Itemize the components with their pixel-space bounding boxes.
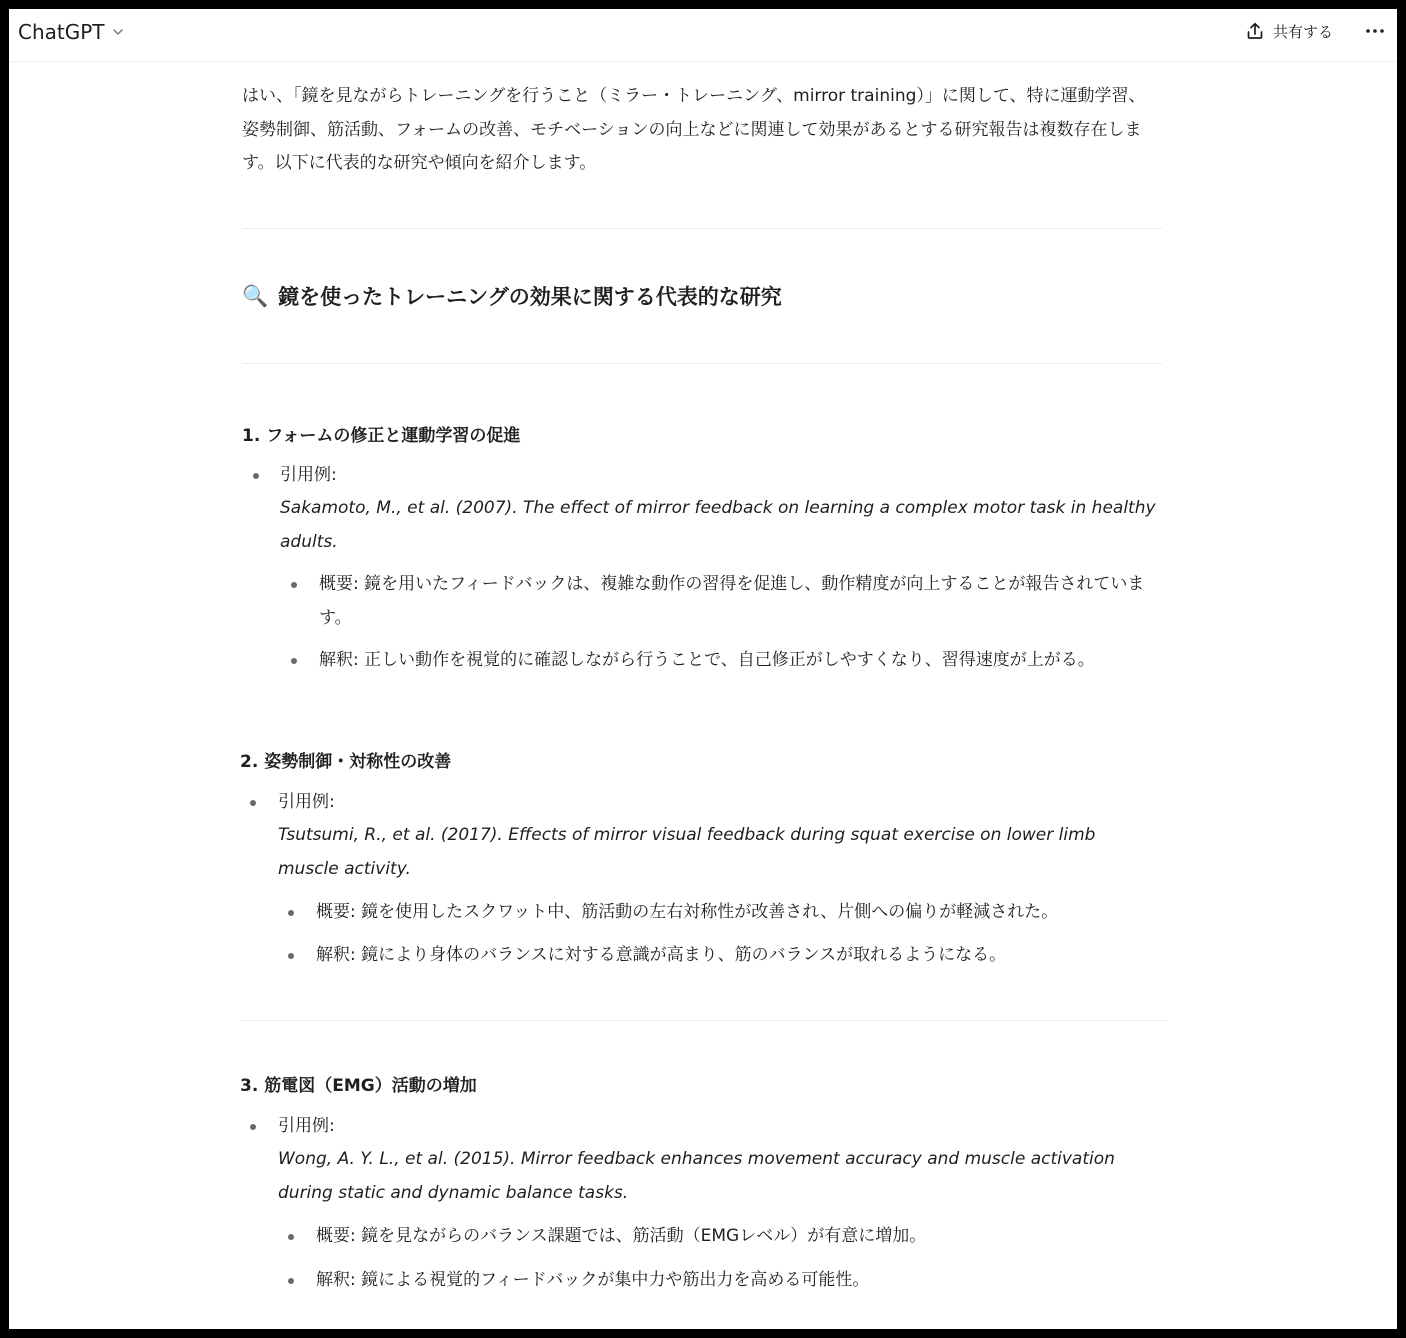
model-selector[interactable]: [18, 17, 125, 47]
bullet-dot: [291, 658, 297, 664]
divider: [242, 363, 1162, 364]
divider: [240, 1020, 1168, 1021]
intro-paragraph: はい、「鏡を見ながらトレーニングを行うこと（ミラー・トレーニング、mirror training）」に関して、特に運動学習、姿勢制御、筋活動、フォームの改善、モチベーションの向上などに関連して効果があるとする研究報告は複数存在します。以下に代表的な研究や傾向を紹介します。: [242, 86, 1146, 173]
bullet-dot: [288, 953, 294, 959]
study-heading: 3. 筋電図（EMG）活動の増加: [240, 1076, 477, 1096]
top-bar: [9, 9, 1397, 62]
citation-label: 引用例:: [278, 1116, 335, 1136]
assistant-message: [9, 62, 1397, 1329]
share-button[interactable]: [1245, 19, 1333, 43]
summary-text: 概要: 鏡を使用したスクワット中、筋活動の左右対称性が改善され、片側への偏りが軽減された。: [316, 902, 1059, 922]
study-heading: 2. 姿勢制御・対称性の改善: [240, 752, 452, 772]
bullet-dot: [288, 910, 294, 916]
share-label: 共有する: [1273, 22, 1334, 41]
summary-text: 概要: 鏡を用いたフィードバックは、複雑な動作の習得を促進し、動作精度が向上することが報告されています。: [319, 574, 1145, 628]
share-upload-icon: [1245, 21, 1265, 41]
section-heading-text: 鏡を使ったトレーニングの効果に関する代表的な研究: [278, 285, 782, 309]
interpretation-text: 解釈: 正しい動作を視覚的に確認しながら行うことで、自己修正がしやすくなり、習得速度が上がる。: [319, 650, 1095, 670]
section-heading: [242, 281, 782, 311]
citation-label: 引用例:: [280, 465, 337, 485]
citation-text: Tsutsumi, R., et al. (2017). Effects of mirror visual feedback during squat exercise on lower limb muscle activity.: [278, 825, 1096, 879]
chevron-down-icon: [111, 25, 125, 39]
more-options-button[interactable]: [1363, 19, 1387, 43]
magnifying-glass-icon: 🔍: [242, 283, 269, 308]
summary-text: 概要: 鏡を見ながらのバランス課題では、筋活動（EMGレベル）が有意に増加。: [316, 1226, 927, 1246]
study-heading: 1. フォームの修正と運動学習の促進: [242, 426, 521, 446]
citation-text: Wong, A. Y. L., et al. (2015). Mirror feedback enhances movement accuracy and muscle activation during static and dynamic balance tasks.: [278, 1149, 1115, 1203]
interpretation-text: 解釈: 鏡により身体のバランスに対する意識が高まり、筋のバランスが取れるようになる。: [316, 945, 1007, 965]
bullet-dot: [288, 1278, 294, 1284]
bullet-dot: [250, 800, 256, 806]
bullet-dot: [291, 582, 297, 588]
bullet-dot: [253, 473, 259, 479]
app-title: ChatGPT: [18, 20, 105, 44]
divider: [242, 228, 1162, 229]
interpretation-text: 解釈: 鏡による視覚的フィードバックが集中力や筋出力を高める可能性。: [316, 1270, 870, 1290]
chat-window: [9, 9, 1397, 1329]
bullet-dot: [250, 1124, 256, 1130]
more-dots-icon: [1363, 19, 1387, 43]
citation-text: Sakamoto, M., et al. (2007). The effect of mirror feedback on learning a complex motor task in healthy adults.: [280, 498, 1156, 552]
citation-label: 引用例:: [278, 792, 335, 812]
bullet-dot: [288, 1234, 294, 1240]
